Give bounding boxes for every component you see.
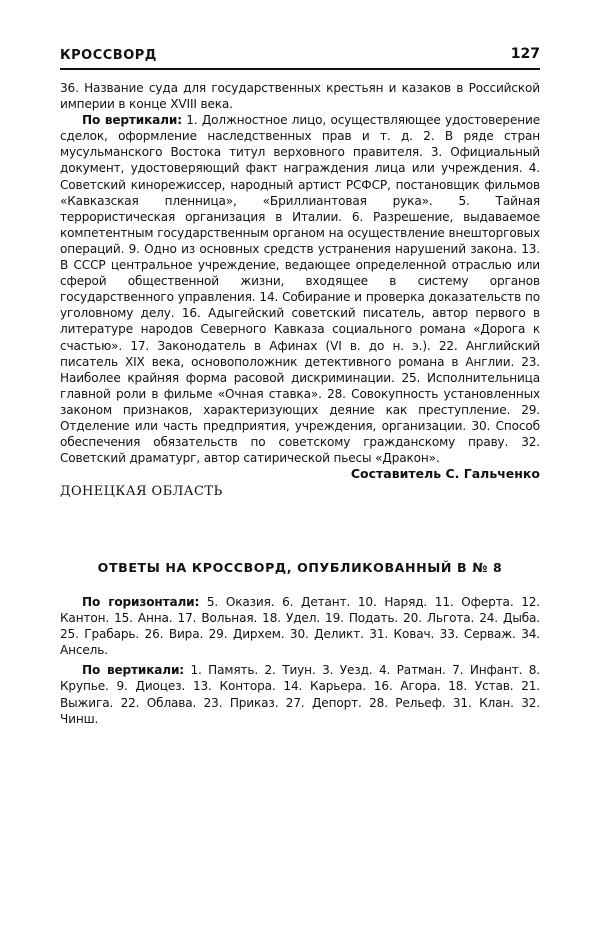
- region-label: ДОНЕЦКАЯ ОБЛАСТЬ: [60, 484, 223, 499]
- horizontal-answers: [60, 594, 540, 658]
- vertical-clues-text: 1. Должностное лицо, осуществляющее удостоверение сделок, оформление наследственных прав и т. д. 2. В ряде стран мусульманского Востока титул верховного правителя. 3. Официальный документ, удостоверяющий факт награждения лица или учреждения. 4. Советский кинорежиссер, народный артист РСФСР, постановщик фильмов «Кавказская пленница», «Бриллиантовая рука». 5. Тайная террористическая организация в Италии. 6. Разрешение, выдаваемое компетентным государственным органом на осуществление внешторговых операций. 9. Одно из основных средств устранения нарушений закона. 13. В СССР центральное учреждение, ведающее определенной отраслью или сферой общественной жизни, входящее в систему органов государственного управления. 14. Собирание и проверка доказательств по уголовному делу. 16. Адыгейский советский писатель, автор первого в литературе народов Северного Кавказа социального романа «Дорога к счастью». 17. Законодатель в Афинах (VI в. до н. э.). 22. Английский писатель XIX века, основоположник детективного романа в Англии. 23. Наиболее крайняя форма расовой дискриминации. 25. Исполнительница главной роли в фильме «Очная ставка». 28. Совокупность установленных законом признаков, характеризующих деяние как преступление. 29. Отделение или часть предприятия, учреждения, организации. 30. Способ обеспечения обязательств по советскому гражданскому праву. 32. Советский драматург, автор сатирической пьесы «Дракон».: [60, 113, 540, 466]
- section-title: КРОССВОРД: [60, 48, 157, 63]
- answers-block: [60, 594, 540, 727]
- vertical-clues: [60, 112, 540, 466]
- clue-continuation: 36. Название суда для государственных крестьян и казаков в Российской империи в конце XVIII века.: [60, 81, 540, 112]
- horizontal-answers-text: 5. Оказия. 6. Детант. 10. Наряд. 11. Оферта. 12. Кантон. 15. Анна. 17. Вольная. 18. Удел. 19. Подать. 20. Льгота. 24. Дыба. 25. Грабарь. 26. Вира. 29. Дирхем. 30. Деликт. 31. Ковач. 33. Серваж. 34. Ансель.: [60, 595, 540, 658]
- vertical-clues-label: По вертикали:: [82, 113, 182, 128]
- page-number: 127: [510, 46, 540, 62]
- answers-title: ОТВЕТЫ НА КРОССВОРД, ОПУБЛИКОВАННЫЙ В № 8: [97, 560, 503, 575]
- vertical-answers: [60, 662, 540, 726]
- vertical-answers-text: 1. Память. 2. Тиун. 3. Уезд. 4. Ратман. 7. Инфант. 8. Крупье. 9. Диоцез. 13. Контора. 14. Карьера. 16. Агора. 18. Устав. 21. Выжига. 22. Облава. 23. Приказ. 27. Депорт. 28. Рельеф. 31. Клан. 32. Чинш.: [60, 663, 540, 726]
- page-header: [60, 44, 540, 70]
- horizontal-answers-label: По горизонтали:: [82, 595, 200, 609]
- compiler-credit: Составитель С. Гальченко: [350, 466, 540, 481]
- vertical-answers-label: По вертикали:: [82, 663, 184, 678]
- crossword-clues: [60, 80, 540, 466]
